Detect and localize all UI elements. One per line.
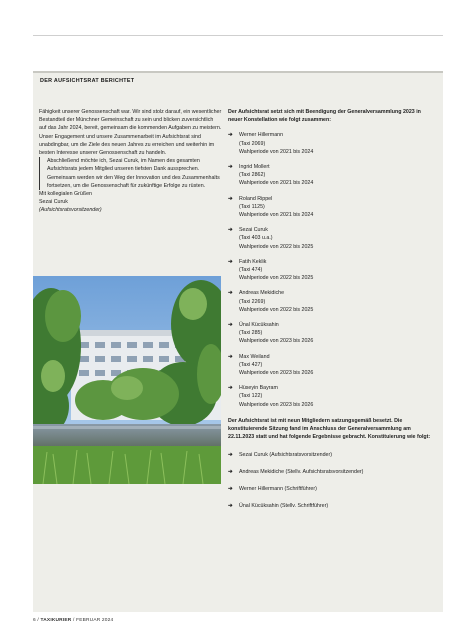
member-taxi: (Taxi 474) [239, 267, 263, 274]
top-rule [33, 35, 443, 36]
member-period: Wahlperiode von 2021 bis 2024 [239, 148, 314, 155]
issue-date: / FEBRUAR 2024 [73, 618, 114, 623]
thanks-quote: Abschließend möchte ich, Sezai Curuk, im Namen des gesamten Aufsichtsrats jedem Mitglied unseren tiefsten Dank aussprechen. Gemeinsam werden wir den Weg der Innovation und des Zusammenhalts fortsetzen, um die Genossenschaft für zukünftige Erfolge zu rüsten. [39, 157, 222, 190]
magazine-name: TAXIKURIER [40, 618, 72, 623]
member-entry [228, 353, 433, 378]
arrow-right-icon: ➔ [228, 258, 233, 265]
member-period: Wahlperiode von 2022 bis 2025 [239, 306, 314, 313]
role-entry [228, 468, 433, 476]
arrow-right-icon: ➔ [228, 353, 233, 360]
member-period: Wahlperiode von 2023 bis 2026 [239, 338, 314, 345]
signature-name: Sezai Curuk [39, 199, 68, 206]
role-entry [228, 502, 433, 510]
panel-header [33, 71, 443, 87]
role-entry [228, 451, 433, 459]
member-period: Wahlperiode von 2022 bis 2025 [239, 243, 314, 250]
arrow-right-icon: ➔ [228, 290, 233, 297]
arrow-right-icon: ➔ [228, 385, 233, 392]
member-period: Wahlperiode von 2023 bis 2026 [239, 370, 314, 377]
greeting: Mit kollegialen Grüßen [39, 191, 92, 198]
section-title: DER AUFSICHTSRAT BERICHTET [40, 78, 135, 84]
member-taxi: (Taxi 403 u.a.) [239, 235, 273, 242]
member-name: Ingrid Mollert [239, 164, 270, 171]
member-entry [228, 321, 433, 346]
arrow-right-icon: ➔ [228, 468, 233, 475]
member-taxi: (Taxi 285) [239, 330, 263, 337]
member-entry [228, 131, 433, 156]
role-text: Sezai Curuk (Aufsichtsratsvorsitzender) [239, 451, 333, 458]
member-taxi: (Taxi 122) [239, 393, 263, 400]
member-name: Sezai Curuk [239, 227, 268, 234]
role-text: Andreas Mekidiche (Stellv. Aufsichtsratsvorsitzender) [239, 468, 364, 475]
arrow-right-icon: ➔ [228, 485, 233, 492]
arrow-right-icon: ➔ [228, 164, 233, 171]
member-entry [228, 226, 433, 251]
member-name: Roland Rippel [239, 195, 273, 202]
roles-list [228, 451, 433, 511]
member-name: Fatih Keklik [239, 258, 267, 265]
signature-role: (Aufsichtsratsvorsitzender) [39, 207, 102, 214]
member-name: Ünal Kücüksahin [239, 322, 279, 329]
member-entry [228, 384, 433, 409]
building-photo [33, 276, 221, 484]
member-entry [228, 163, 433, 188]
member-taxi: (Taxi 2862) [239, 172, 266, 179]
left-column [39, 108, 222, 215]
member-name: Werner Hillermann [239, 132, 284, 139]
members-intro: Der Aufsichtsrat setzt sich mit Beendigung der Generalversammlung 2023 in neuer Konstellation wie folgt zusammen: [228, 109, 421, 124]
arrow-right-icon: ➔ [228, 132, 233, 139]
page-footer [33, 618, 113, 623]
member-period: Wahlperiode von 2021 bis 2024 [239, 180, 314, 187]
member-period: Wahlperiode von 2023 bis 2026 [239, 401, 314, 408]
intro-paragraph: Fähigkeit unserer Genossenschaft war. Wir sind stolz darauf, ein wesentlicher Bestandteil der Münchner Gemeinschaft zu sein und blicken zuversichtlich auf das Jahr 2024, bereit, gemeinsam die kommenden Aufgaben zu meistern. Unser Engagement und unsere Zusammenarbeit im Aufsichtsrat sind unabdingbar, um die Ziele des neuen Jahres zu erreichen und weiterhin im besten Interesse unserer Genossenschaft zu handeln. [39, 109, 222, 157]
constitution-text: Der Aufsichtsrat ist mit neun Mitgliedern satzungsgemäß besetzt. Die konstituierende Sitzung fand im Anschluss der Generalversammlung am 22.11.2023 statt und hat folgende Ergebnisse gebracht. Konstituierung wie folgt: [228, 417, 431, 441]
member-taxi: (Taxi 1125) [239, 203, 265, 210]
member-period: Wahlperiode von 2022 bis 2025 [239, 275, 314, 282]
arrow-right-icon: ➔ [228, 195, 233, 202]
role-text: Werner Hillermann (Schriftführer) [239, 485, 317, 492]
arrow-right-icon: ➔ [228, 227, 233, 234]
arrow-right-icon: ➔ [228, 503, 233, 510]
arrow-right-icon: ➔ [228, 451, 233, 458]
right-column [228, 108, 433, 510]
member-taxi: (Taxi 427) [239, 361, 263, 368]
member-period: Wahlperiode von 2021 bis 2024 [239, 212, 314, 219]
member-taxi: (Taxi 2269) [239, 298, 266, 305]
member-taxi: (Taxi 2069) [239, 140, 266, 147]
member-entry [228, 195, 433, 220]
role-text: Ünal Kücüksahin (Stellv. Schriftführer) [239, 503, 329, 510]
member-name: Hüseyin Bayram [239, 385, 278, 392]
arrow-right-icon: ➔ [228, 322, 233, 329]
member-name: Andreas Mekidiche [239, 290, 285, 297]
role-entry [228, 485, 433, 493]
page-number: 6 / [33, 618, 39, 623]
member-entry [228, 258, 433, 283]
member-entry [228, 289, 433, 314]
members-list [228, 131, 433, 408]
member-name: Max Weiland [239, 353, 270, 360]
